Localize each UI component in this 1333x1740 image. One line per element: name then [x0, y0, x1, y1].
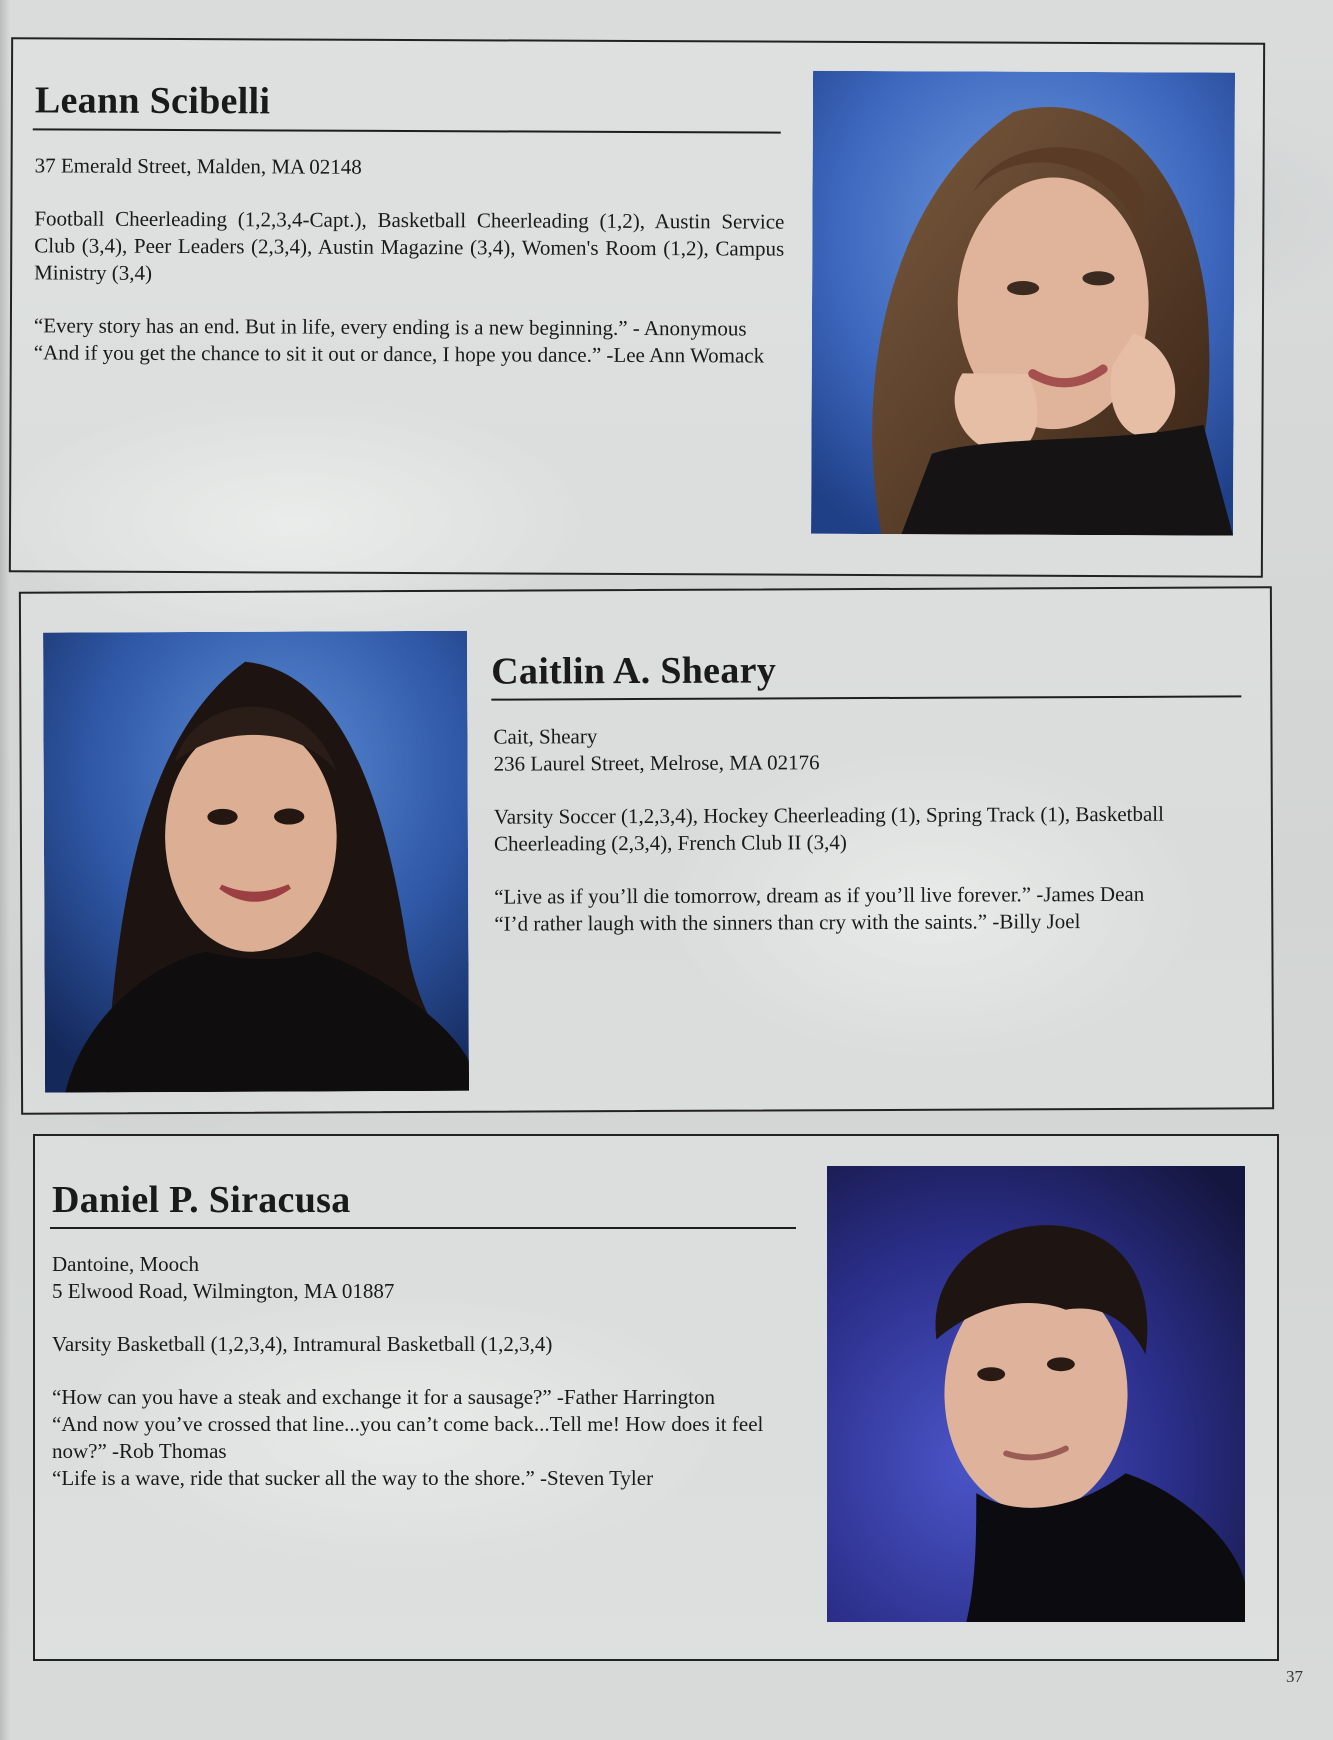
senior-activities: Varsity Soccer (1,2,3,4), Hockey Cheerleading (1), Spring Track (1), Basketball Cheerleading (2,3,4), French Club II (3,4)	[493, 801, 1164, 856]
senior-quote: “Life is a wave, ride that sucker all the way to the shore.” -Steven Tyler	[52, 1466, 654, 1490]
senior-nicknames: Cait, Sheary	[493, 724, 598, 749]
senior-nicknames: Dantoine, Mooch	[52, 1252, 199, 1276]
senior-name: Daniel P. Siracusa	[52, 1179, 351, 1221]
name-underline	[50, 1227, 796, 1229]
senior-entry-3	[33, 1134, 1279, 1661]
senior-quote: “I’d rather laugh with the sinners than cry with the saints.” -Billy Joel	[494, 909, 1081, 936]
senior-address: 5 Elwood Road, Wilmington, MA 01887	[52, 1279, 395, 1303]
senior-details	[493, 720, 1246, 937]
senior-quote: “And if you get the chance to sit it out or dance, I hope you dance.” -Lee Ann Womack	[33, 340, 765, 368]
senior-activities: Varsity Basketball (1,2,3,4), Intramural Basketball (1,2,3,4)	[52, 1332, 553, 1356]
senior-details	[34, 152, 785, 369]
page-number: 37	[1286, 1667, 1303, 1686]
page-spine-shadow	[0, 0, 10, 1740]
senior-address: 236 Laurel Street, Melrose, MA 02176	[493, 750, 820, 776]
senior-activities: Football Cheerleading (1,2,3,4-Capt.), Basketball Cheerleading (1,2), Austin Service Club (3,4), Peer Leaders (2,3,4), Austin Magazine (3,4), Women's Room (1,2), Campus Ministry (3,4)	[34, 206, 785, 285]
senior-quote: “Every story has an end. But in life, every ending is a new beginning.” - Anonymous	[33, 313, 747, 341]
name-underline	[491, 695, 1241, 700]
senior-quote: “And now you’ve crossed that line...you can’t come back...Tell me! How does it feel now?” -Rob Thomas	[52, 1412, 764, 1463]
senior-entry-2	[19, 586, 1274, 1114]
senior-portrait-photo	[811, 71, 1235, 536]
senior-name: Caitlin A. Sheary	[491, 649, 777, 693]
senior-portrait-photo	[43, 631, 469, 1093]
senior-name: Leann Scibelli	[34, 79, 271, 123]
senior-details	[52, 1251, 796, 1492]
senior-entry-1	[9, 37, 1265, 577]
name-underline	[33, 128, 781, 133]
senior-quote: “How can you have a steak and exchange it for a sausage?” -Father Harrington	[52, 1385, 715, 1409]
senior-address: 37 Emerald Street, Malden, MA 02148	[34, 153, 362, 179]
senior-portrait-photo	[827, 1166, 1245, 1622]
senior-quote: “Live as if you’ll die tomorrow, dream as if you’ll live forever.” -James Dean	[494, 881, 1145, 909]
